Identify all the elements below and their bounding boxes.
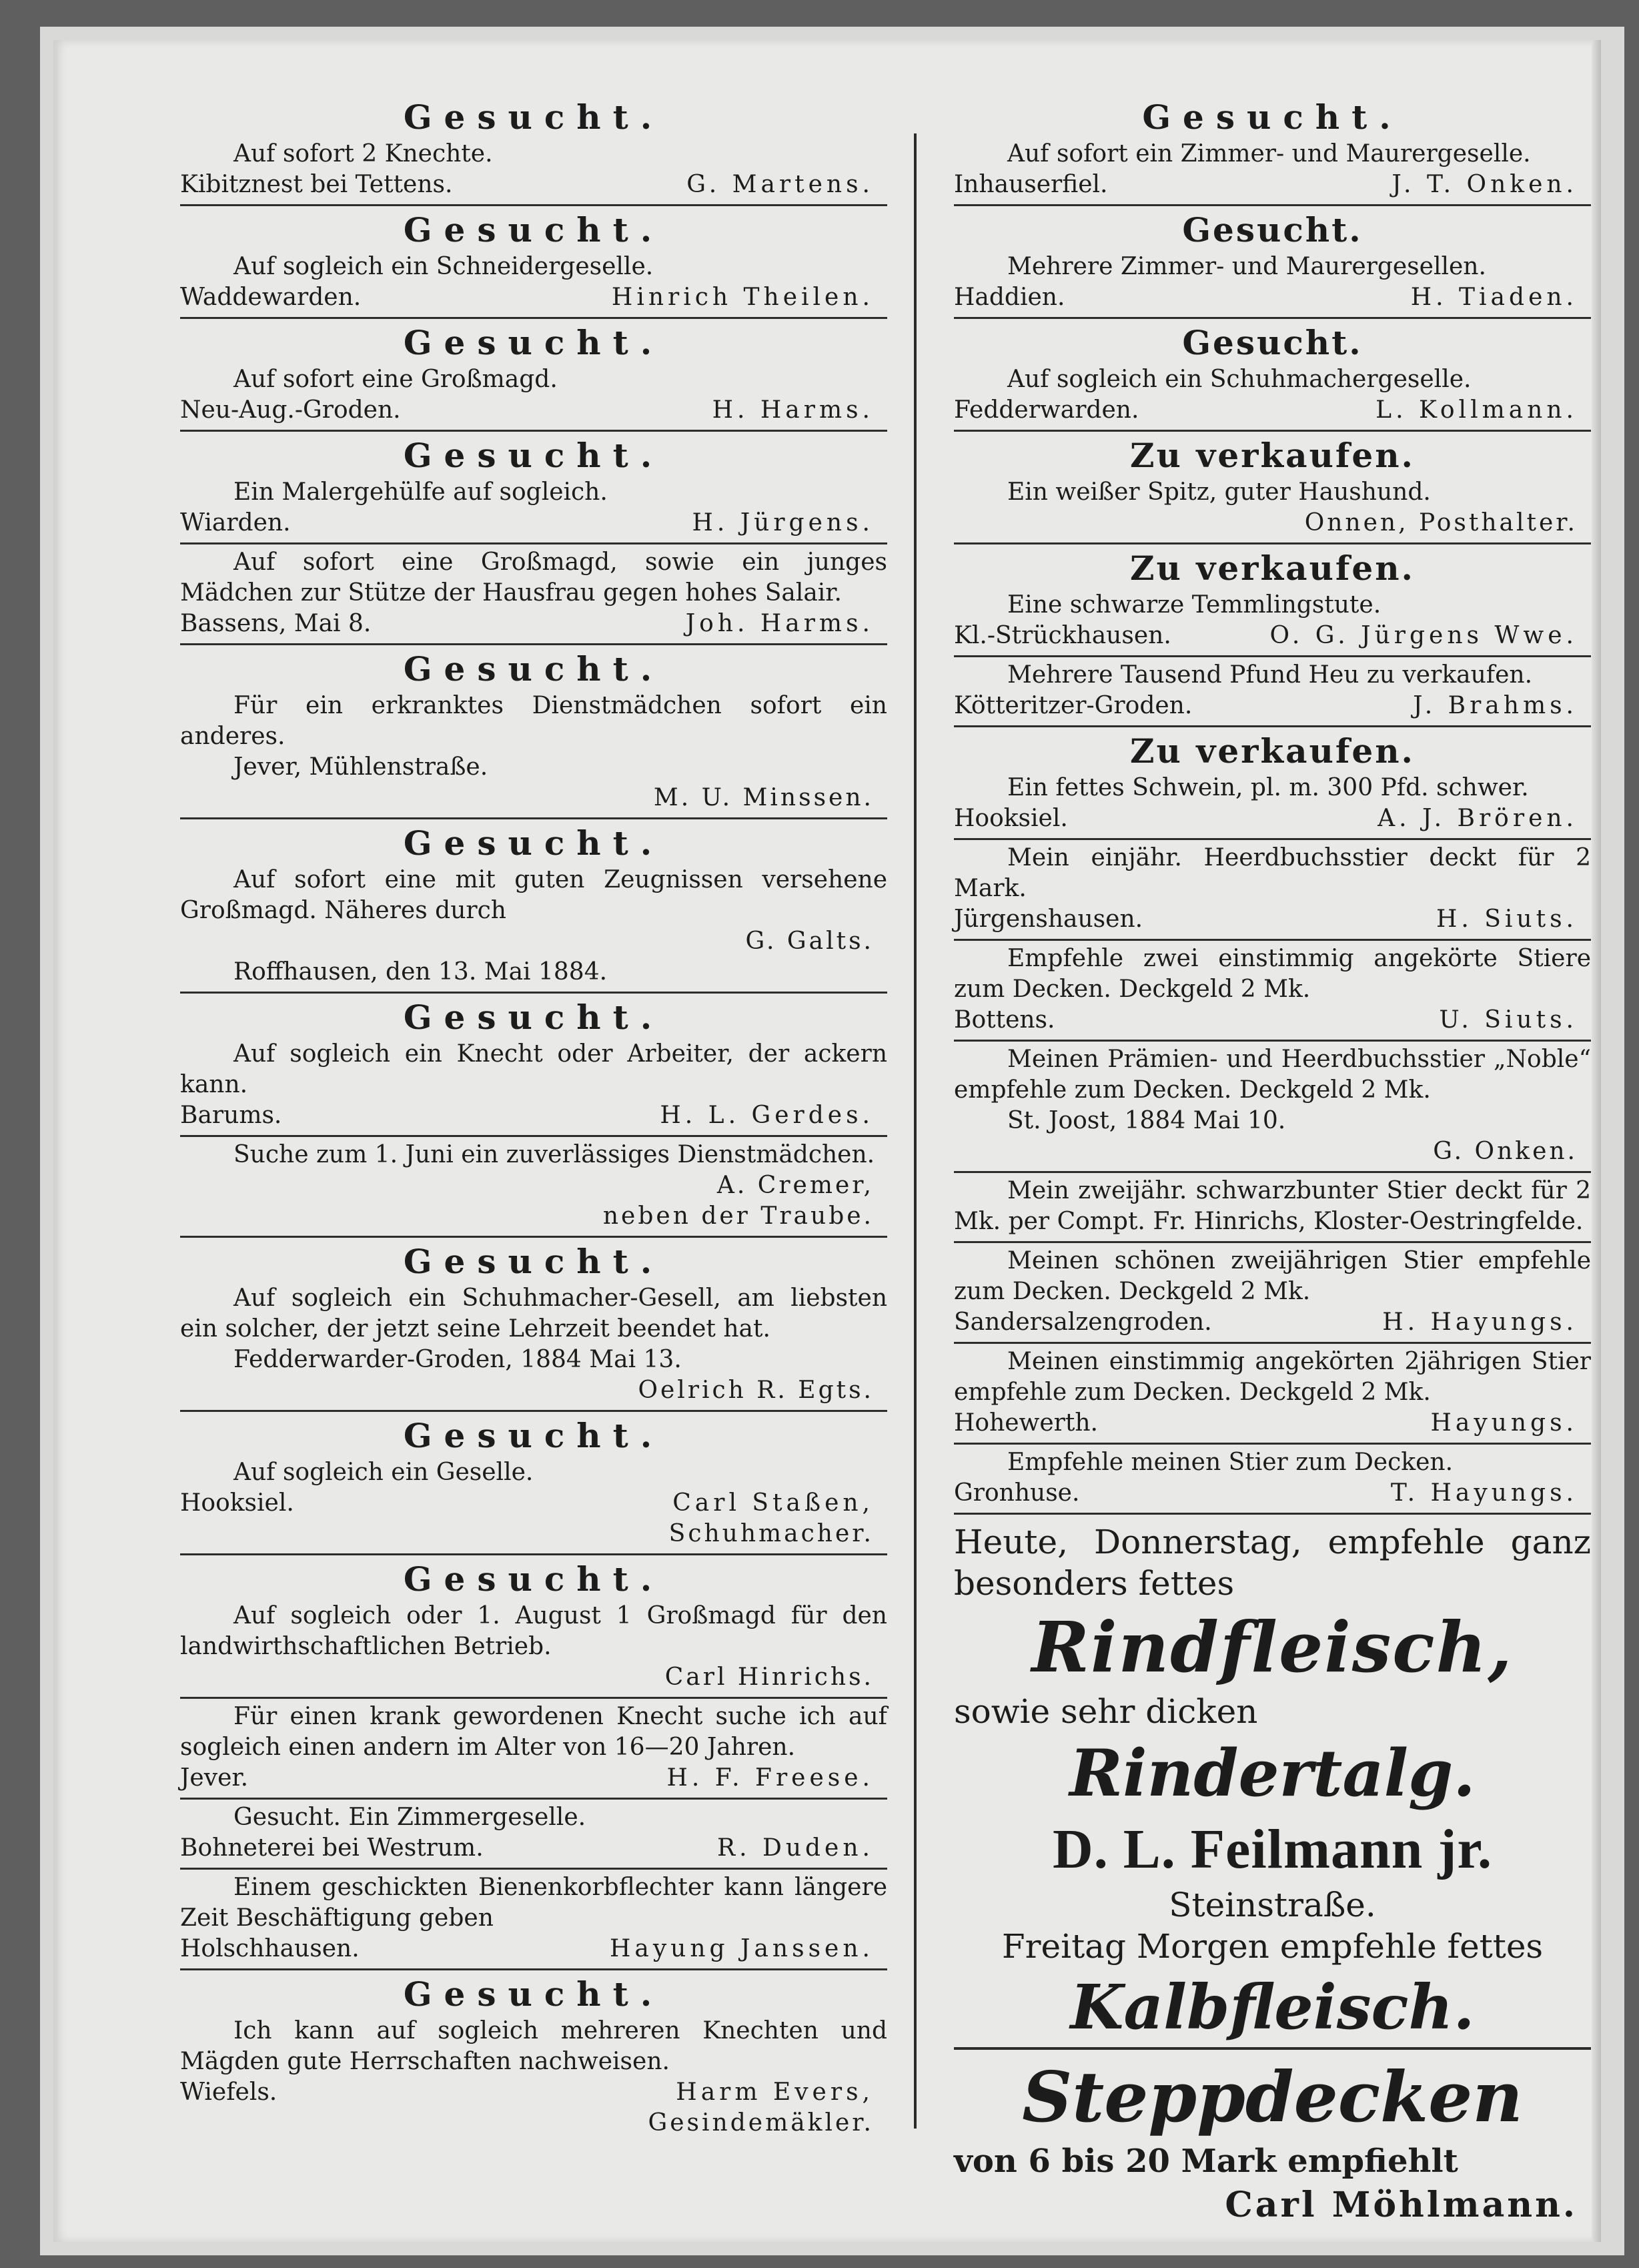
ad-heading: Gesucht. [1182,210,1363,250]
ad-text: Einem geschickten Bienenkorbflechter kann längere Zeit Beschäftigung geben [180,1874,887,1932]
ad-signature: Hinrich Theilen. [611,284,874,311]
ad-signature: G. Onken. [1433,1138,1578,1165]
ad-left-4 [180,544,887,645]
right-column [954,93,1591,2229]
moehlmann-price: von 6 bis 20 Mark empfiehlt [954,2143,1458,2180]
ad-signature-row [180,508,887,538]
ad-signature: Carl Staßen, [672,1489,874,1517]
ad-heading: Gesucht. [403,210,664,250]
ad-text: Auf sofort eine Großmagd, sowie ein junges Mädchen zur Stütze der Hausfrau gegen hohes Salair. [180,548,887,607]
ad-signature: J. T. Onken. [1392,171,1578,198]
ad-left-10 [180,1412,887,1555]
ad-signature-row [954,621,1591,651]
ad-signature: J. Brahms. [1413,692,1578,719]
ad-right-2 [954,319,1591,432]
ad-signature-row [180,395,887,426]
ad-signature: Oelrich R. Egts. [638,1377,874,1404]
ad-signature-row [180,1100,887,1131]
ad-signature-row [954,1005,1591,1036]
ad-signature: A. J. Brören. [1378,805,1578,832]
ad-place: Haddien. [954,284,1065,311]
ad-heading: Gesucht. [403,1974,664,2014]
ad-left-14 [180,1870,887,1970]
ad-signature: H. Hayungs. [1382,1308,1578,1336]
ad-heading: Gesucht. [403,97,664,137]
ad-left-3 [180,432,887,544]
ad-text: Für ein erkranktes Dienstmädchen sofort ein anderes. [180,692,887,750]
ad-text: St. Joost, 1884 Mai 10. [1007,1107,1286,1134]
ad-heading: Gesucht. [403,436,664,475]
ad-heading: Gesucht. [403,1242,664,1281]
ad-right-3 [954,432,1591,544]
ad-signature: Joh. Harms. [685,610,874,637]
ad-text: Ein weißer Spitz, guter Haushund. [1007,478,1431,506]
ad-left-9 [180,1238,887,1412]
ad-place: Kl.-Strückhausen. [954,622,1171,649]
ad-text: Auf sogleich ein Geselle. [233,1459,534,1486]
ad-signature-row [954,1307,1591,1338]
ad-right-5 [954,657,1591,727]
ad-text: Meinen Prämien- und Heerdbuchsstier „Noble“ empfehle zum Decken. Deckgeld 2 Mk. [954,1046,1591,1104]
ad-heading: Gesucht. [403,323,664,362]
ad-place: Holschhausen. [180,1935,360,1962]
ad-signature: A. Cremer, [716,1172,874,1199]
ad-signature: H. Jürgens. [692,509,874,536]
moehlmann-product: Steppdecken [1022,2056,1523,2138]
ad-signature: neben der Traube. [602,1202,874,1230]
ad-signature-row [954,395,1591,426]
ad-signature-row [180,1934,887,1964]
ad-text: Ich kann auf sogleich mehreren Knechten und Mägden gute Herrschaften nachweisen. [180,2017,887,2075]
ad-right-12 [954,1344,1591,1445]
ad-text: Jever, Mühlenstraße. [233,753,488,781]
ad-signature: H. Harms. [712,396,874,424]
ad-signature-row [954,169,1591,200]
ad-heading: Gesucht. [403,1559,664,1599]
ad-signature-row [180,282,887,313]
ad-right-7 [954,840,1591,941]
ad-text: Auf sofort eine mit guten Zeugnissen versehene Großmagd. Näheres durch [180,866,887,924]
ad-heading: Zu verkaufen. [1130,548,1415,588]
ad-place: Bohneterei bei Westrum. [180,1834,484,1862]
ad-place: Barums. [180,1102,282,1129]
ad-text: Auf sogleich ein Knecht oder Arbeiter, der ackern kann. [180,1040,887,1098]
ad-signature: Schuhmacher. [668,1520,874,1547]
ad-text: Ein fettes Schwein, pl. m. 300 Pfd. schwer. [1007,774,1529,801]
ad-left-1 [180,206,887,319]
ad-left-7 [180,994,887,1137]
right-ads [954,93,1591,1515]
ad-left-0 [180,93,887,206]
ad-right-6 [954,727,1591,840]
ad-signature-row [954,282,1591,313]
ad-signature: O. G. Jürgens Wwe. [1269,622,1578,649]
ad-place: Neu-Aug.-Groden. [180,396,401,424]
ad-left-8 [180,1137,887,1238]
ad-text: Meinen einstimmig angekörten 2jährigen Stier empfehle zum Decken. Deckgeld 2 Mk. [954,1348,1591,1406]
ad-signature-row [180,169,887,200]
ad-place: Inhauserfiel. [954,171,1108,198]
ad-place: Kibitznest bei Tettens. [180,171,453,198]
ad-place: Wiarden. [180,509,291,536]
ad-left-6 [180,819,887,994]
ad-place: Gronhuse. [954,1479,1080,1507]
moehlmann-ad [954,2050,1591,2229]
ad-text: Auf sogleich ein Schuhmacher-Gesell, am liebsten ein solcher, der jetzt seine Lehrzeit beendet hat. [180,1284,887,1343]
ad-text: Mehrere Tausend Pfund Heu zu verkaufen. [1007,661,1533,689]
ad-right-13 [954,1445,1591,1515]
ad-place: Waddewarden. [180,284,362,311]
ad-signature-row [954,1408,1591,1439]
ad-signature: T. Hayungs. [1390,1479,1578,1507]
ad-signature: R. Duden. [716,1834,874,1862]
ad-place: Wiefels. [180,2078,278,2106]
ad-place: Jürgenshausen. [954,905,1143,933]
ad-left-13 [180,1800,887,1870]
ad-right-10 [954,1173,1591,1243]
ad-text: Empfehle zwei einstimmig angekörte Stiere zum Decken. Deckgeld 2 Mk. [954,945,1591,1003]
ad-signature: L. Kollmann. [1376,396,1578,424]
ad-place: Bottens. [954,1006,1055,1034]
ad-place: Bassens, Mai 8. [180,610,372,637]
ad-signature-row [954,904,1591,935]
ad-heading: Gesucht. [1142,97,1403,137]
ad-signature: G. Martens. [686,171,874,198]
ad-right-0 [954,93,1591,206]
ad-left-5 [180,645,887,819]
ad-place: Hooksiel. [954,805,1068,832]
ad-text: Fedderwarder-Groden, 1884 Mai 13. [233,1346,682,1373]
feilmann-product-rindfleisch: Rindfleisch, [1031,1606,1514,1688]
ad-text: Auf sogleich oder 1. August 1 Großmagd für den landwirthschaftlichen Betrieb. [180,1602,887,1660]
ad-signature: G. Galts. [745,927,874,955]
left-column [180,93,887,2143]
ad-right-8 [954,941,1591,1042]
ad-signature: M. U. Minssen. [653,784,874,811]
ad-signature-row [180,1488,887,1519]
ad-text: Ein Malergehülfe auf sogleich. [233,478,608,506]
ad-place: Fedderwarden. [954,396,1139,424]
ad-text: Auf sofort 2 Knechte. [233,140,493,167]
ad-right-4 [954,544,1591,657]
ad-signature: Hayungs. [1430,1409,1578,1437]
ad-text: Gesucht. Ein Zimmergeselle. [233,1804,586,1831]
feilmann-street: Steinstraße. [1169,1886,1376,1924]
ad-signature: Onnen, Posthalter. [1304,509,1578,536]
ad-text: Mehrere Zimmer- und Maurergesellen. [1007,253,1486,280]
feilmann-product-rindertalg: Rindertalg. [1069,1736,1476,1811]
feilmann-middle: sowie sehr dicken [954,1692,1258,1731]
ad-text: Für einen krank gewordenen Knecht suche ich auf sogleich einen andern im Alter von 16—20 Jahren. [180,1703,887,1761]
ad-signature-row [954,1478,1591,1509]
ad-heading: Gesucht. [403,649,664,689]
ad-text: Auf sogleich ein Schneidergeselle. [233,253,654,280]
ad-heading: Gesucht. [403,823,664,863]
ad-signature-row [180,1763,887,1794]
ad-signature: H. L. Gerdes. [660,1102,874,1129]
ad-signature-row [180,1833,887,1864]
feilmann-friday: Freitag Morgen empfehle fettes [1001,1927,1544,1966]
ad-text: Mein zweijähr. schwarzbunter Stier deckt für 2 Mk. per Compt. Fr. Hinrichs, Kloster-Oestringfelde. [954,1177,1591,1235]
ad-signature-row [954,691,1591,721]
ad-signature: Harm Evers, [676,2078,874,2106]
ad-text: Meinen schönen zweijährigen Stier empfehle zum Decken. Deckgeld 2 Mk. [954,1247,1591,1305]
moehlmann-name: Carl Möhlmann. [1225,2185,1578,2225]
ad-text: Auf sogleich ein Schuhmachergeselle. [1007,366,1472,393]
ad-left-15 [180,1970,887,2143]
ad-signature: H. F. Freese. [666,1764,874,1792]
ad-right-11 [954,1243,1591,1344]
ad-signature: Gesindemäkler. [648,2109,874,2137]
feilmann-intro: Heute, Donnerstag, empfehle ganz besonders fettes [954,1523,1591,1603]
ad-text: Auf sofort ein Zimmer- und Maurergeselle. [1007,140,1531,167]
feilmann-name: D. L. Feilmann jr. [1053,1818,1492,1880]
column-divider [914,133,917,2129]
ad-left-11 [180,1555,887,1699]
ad-text: Eine schwarze Temmlingstute. [1007,591,1382,619]
ad-signature-row [180,609,887,639]
ad-place: Kötteritzer-Groden. [954,692,1193,719]
feilmann-product-kalbfleisch: Kalbfleisch. [954,1967,1591,2050]
ad-text: Mein einjähr. Heerdbuchsstier deckt für 2 Mark. [954,844,1591,902]
ad-place: Hooksiel. [180,1489,294,1517]
ad-place: Sandersalzengroden. [954,1308,1212,1336]
ad-place: Hohewerth. [954,1409,1098,1437]
ad-signature-row [954,803,1591,834]
ad-signature: H. Siuts. [1436,905,1578,933]
ad-signature: U. Siuts. [1439,1006,1578,1034]
ad-dateline: Roffhausen, den 13. Mai 1884. [233,958,608,986]
ad-signature: Hayung Janssen. [609,1935,874,1962]
ad-heading: Zu verkaufen. [1130,436,1415,475]
ad-text: Suche zum 1. Juni ein zuverlässiges Dienstmädchen. [233,1141,875,1168]
ad-left-2 [180,319,887,432]
ad-right-9 [954,1042,1591,1173]
feilmann-ad [954,1515,1591,2050]
ad-heading: Zu verkaufen. [1130,731,1415,771]
ad-heading: Gesucht. [1182,323,1363,362]
ad-heading: Gesucht. [403,1416,664,1455]
ad-signature: Carl Hinrichs. [664,1663,874,1691]
ad-right-1 [954,206,1591,319]
ad-signature: H. Tiaden. [1410,284,1578,311]
ad-text: Auf sofort eine Großmagd. [233,366,558,393]
ad-place: Jever. [180,1764,249,1792]
ad-text: Empfehle meinen Stier zum Decken. [1007,1449,1454,1476]
ad-left-12 [180,1699,887,1800]
ad-heading: Gesucht. [403,998,664,1037]
ad-signature-row [180,2077,887,2108]
